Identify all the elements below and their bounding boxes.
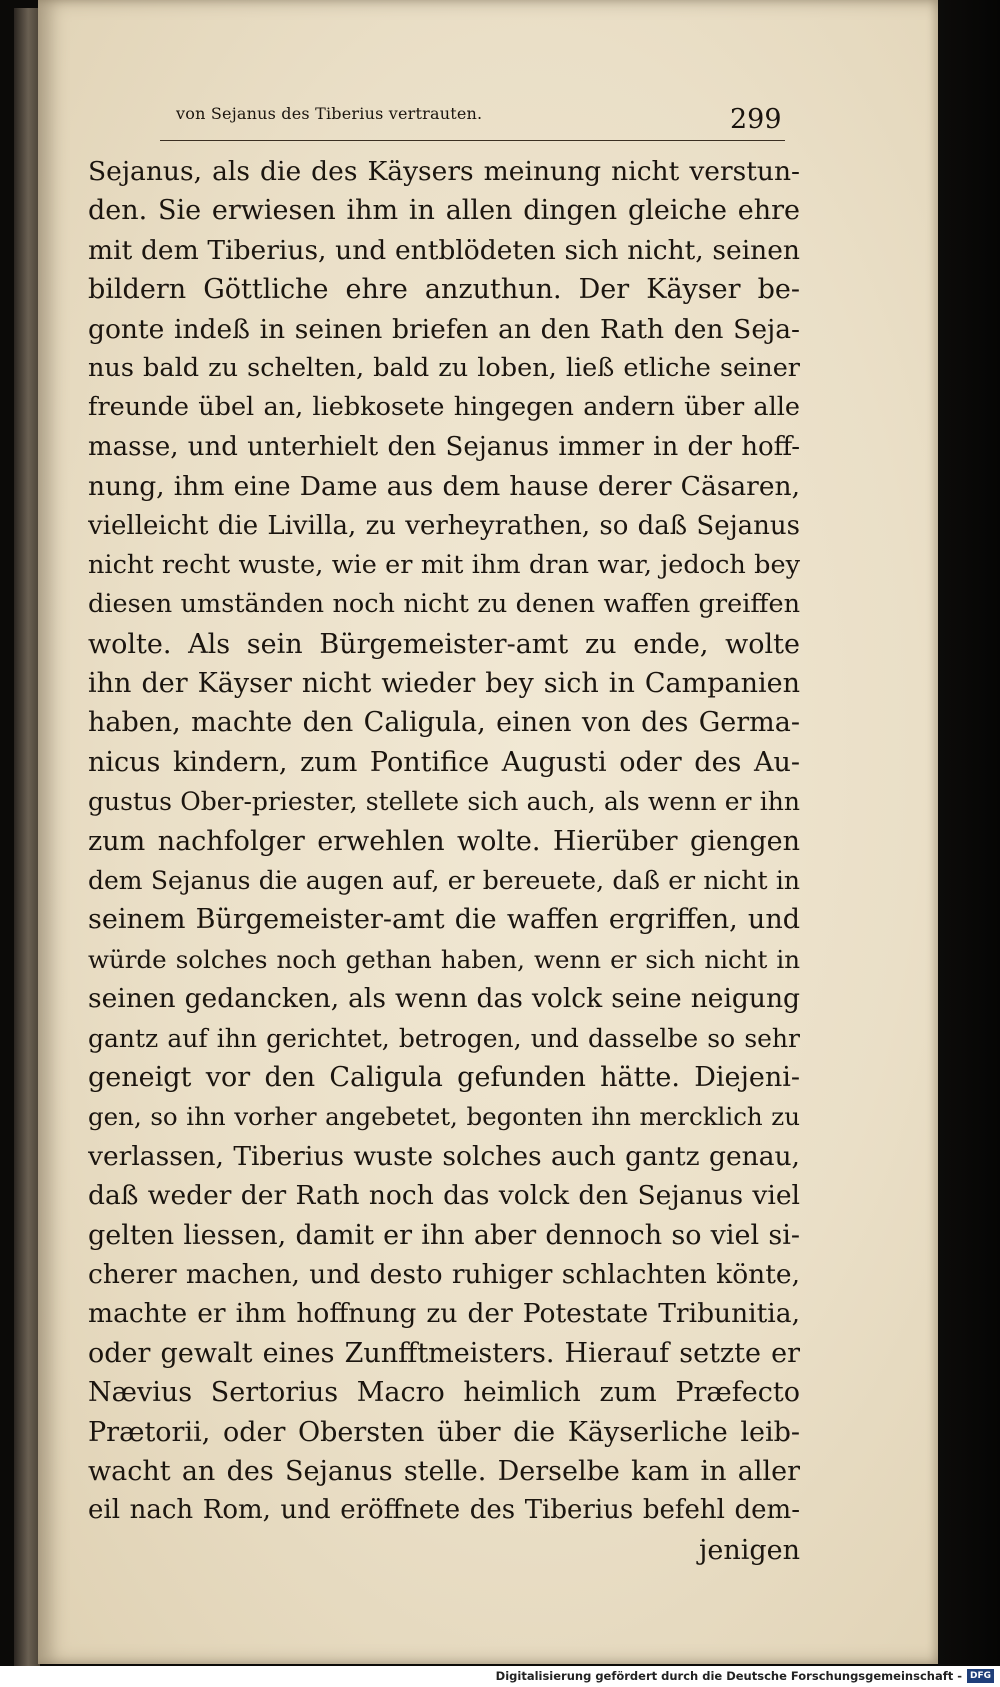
text-line: nus bald zu schelten, bald zu loben, ließ etliche seiner: [88, 352, 800, 383]
text-line: zum nachfolger erwehlen wolte. Hierüber giengen: [88, 825, 800, 857]
text-line: daß weder der Rath noch das volck den Sejanus viel: [88, 1180, 800, 1212]
book-spine-shadow: [938, 0, 1000, 1666]
text-line: gustus Ober-priester, stellete sich auch, als wenn er ihn: [88, 787, 800, 817]
text-line: gonte indeß in seinen briefen an den Rath den Seja-: [88, 313, 800, 345]
text-line: den. Sie erwiesen ihm in allen dingen gleiche ehre: [88, 195, 800, 227]
header-rule: [160, 140, 785, 141]
funding-credit: Digitalisierung gefördert durch die Deutsche Forschungsgemeinschaft -: [495, 1669, 962, 1683]
text-line: freunde übel an, liebkosete hingegen andern über alle: [88, 392, 800, 423]
text-line: wacht an des Sejanus stelle. Derselbe kam in aller: [88, 1455, 800, 1487]
text-line: oder gewalt eines Zunfftmeisters. Hierauf setzte er: [88, 1337, 800, 1369]
text-line: cherer machen, und desto ruhiger schlachten könte,: [88, 1258, 800, 1290]
text-line: nicht recht wuste, wie er mit ihm dran war, jedoch bey: [88, 549, 800, 580]
text-line: vielleicht die Livilla, zu verheyrathen, so daß Sejanus: [88, 510, 800, 541]
text-line: diesen umständen noch nicht zu denen waffen greiffen: [88, 589, 800, 620]
text-line: wolte. Als sein Bürgemeister-amt zu ende, wolte: [88, 628, 800, 660]
text-line: gelten liessen, damit er ihn aber dennoch so viel si-: [88, 1219, 800, 1251]
text-line: mit dem Tiberius, und entblödeten sich nicht, seinen: [88, 234, 800, 266]
text-line: geneigt vor den Caligula gefunden hätte. Diejeni-: [88, 1061, 800, 1093]
text-line: würde solches noch gethan haben, wenn er sich nicht in: [88, 944, 800, 974]
text-line: bildern Göttliche ehre anzuthun. Der Käyser be-: [88, 274, 800, 306]
running-head: von Sejanus des Tiberius vertrauten.: [176, 104, 483, 123]
text-line: Prætorii, oder Obersten über die Käyserliche leib-: [88, 1416, 800, 1448]
text-line: gen, so ihn vorher angebetet, begonten ihn mercklich zu: [88, 1102, 800, 1132]
text-line: machte er ihm hoffnung zu der Potestate Tribunitia,: [88, 1298, 800, 1330]
text-line: verlassen, Tiberius wuste solches auch gantz genau,: [88, 1140, 800, 1172]
page-left-edge: [14, 8, 40, 1666]
text-line: masse, und unterhielt den Sejanus immer in der hoff-: [88, 431, 800, 462]
text-line: seinen gedancken, als wenn das volck seine neigung: [88, 983, 800, 1015]
catchword: jenigen: [698, 1534, 800, 1566]
text-line: Sejanus, als die des Käysers meinung nicht verstun-: [88, 156, 800, 187]
text-line: gantz auf ihn gerichtet, betrogen, und dasselbe so sehr: [88, 1023, 800, 1053]
dfg-logo: DFG: [967, 1669, 994, 1683]
text-line: haben, machte den Caligula, einen von des Germa-: [88, 707, 800, 739]
page-number: 299: [730, 104, 782, 135]
text-line: dem Sejanus die augen auf, er bereuete, daß er nicht in: [88, 866, 800, 896]
text-line: eil nach Rom, und eröffnete des Tiberius befehl dem-: [88, 1495, 800, 1526]
text-line: nung, ihm eine Dame aus dem hause derer Cäsaren,: [88, 471, 800, 503]
body-text: [88, 152, 800, 1570]
text-line: seinem Bürgemeister-amt die waffen ergriffen, und: [88, 904, 800, 936]
text-line: Nævius Sertorius Macro heimlich zum Præfecto: [88, 1377, 800, 1409]
text-line: ihn der Käyser nicht wieder bey sich in Campanien: [88, 668, 800, 700]
text-line: nicus kindern, zum Pontifice Augusti oder des Au-: [88, 746, 800, 778]
